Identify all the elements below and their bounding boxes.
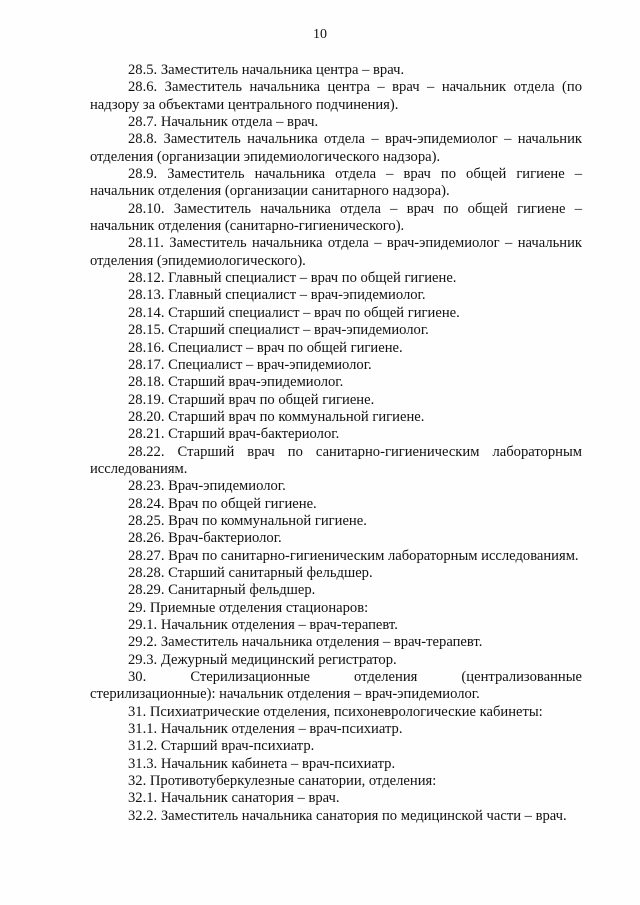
list-item: 28.18. Старший врач-эпидемиолог. [128,374,344,391]
list-item: 28.21. Старший врач-бактериолог. [128,426,340,443]
list-item: 29.2. Заместитель начальника отделения – врач-терапевт. [128,634,483,651]
list-item: 30. Стерилизационные отделения (централизованные стерилизационные): начальник отделения – врач-эпидемиолог. [90,669,582,703]
list-item: 28.6. Заместитель начальника центра – врач – начальник отдела (по надзору за объектами центрального подчинения). [90,79,582,113]
document-body [90,62,582,825]
list-item: 28.8. Заместитель начальника отдела – врач-эпидемиолог – начальник отделения (организации эпидемиологического надзора). [90,131,582,165]
list-item: 28.19. Старший врач по общей гигиене. [128,391,375,408]
list-item: 29.1. Начальник отделения – врач-терапевт. [128,617,398,633]
list-item: 28.9. Заместитель начальника отдела – врач по общей гигиене – начальник отделения (организации санитарного надзора). [90,166,582,200]
list-item: 28.7. Начальник отдела – врач. [128,114,319,131]
list-item: 28.10. Заместитель начальника отдела – врач по общей гигиене – начальник отделения (санитарно-гигиенического). [90,200,582,235]
list-item: 28.25. Врач по коммунальной гигиене. [128,512,367,529]
list-item: 28.27. Врач по санитарно-гигиеническим лабораторным исследованиям. [128,547,579,564]
list-item: 28.22. Старший врач по санитарно-гигиеническим лабораторным исследованиям. [90,443,582,477]
list-item: 32.2. Заместитель начальника санатория по медицинской части – врач. [128,807,567,824]
list-item: 32.1. Начальник санатория – врач. [128,790,340,807]
list-item: 28.26. Врач-бактериолог. [128,530,282,547]
list-item: 28.11. Заместитель начальника отдела – врач-эпидемиолог – начальник отделения (эпидемиологического). [90,235,582,269]
list-item: 32. Противотуберкулезные санатории, отделения: [128,773,437,790]
list-item: 28.12. Главный специалист – врач по общей гигиене. [128,270,457,287]
list-item: 28.20. Старший врач по коммунальной гигиене. [128,408,425,425]
list-item: 28.15. Старший специалист – врач-эпидемиолог. [128,322,429,339]
list-item: 28.23. Врач-эпидемиолог. [128,478,286,495]
page-number: 10 [313,27,327,42]
list-item: 28.16. Специалист – врач по общей гигиене. [128,339,403,356]
list-item: 28.28. Старший санитарный фельдшер. [128,564,373,581]
list-item: 28.5. Заместитель начальника центра – врач. [128,62,405,78]
list-item: 28.17. Специалист – врач-эпидемиолог. [128,356,372,373]
list-item: 31. Психиатрические отделения, психоневрологические кабинеты: [128,703,543,720]
list-item: 28.13. Главный специалист – врач-эпидемиолог. [128,287,426,304]
list-item: 28.29. Санитарный фельдшер. [128,582,316,599]
list-item: 31.3. Начальник кабинета – врач-психиатр. [128,755,396,772]
list-item: 31.1. Начальник отделения – врач-психиатр. [128,721,403,738]
list-item: 29.3. Дежурный медицинский регистратор. [128,651,397,668]
list-item: 28.14. Старший специалист – врач по общей гигиене. [128,304,460,321]
list-item: 31.2. Старший врач-психиатр. [128,738,315,755]
list-item: 29. Приемные отделения стационаров: [128,599,369,616]
list-item: 28.24. Врач по общей гигиене. [128,495,317,512]
